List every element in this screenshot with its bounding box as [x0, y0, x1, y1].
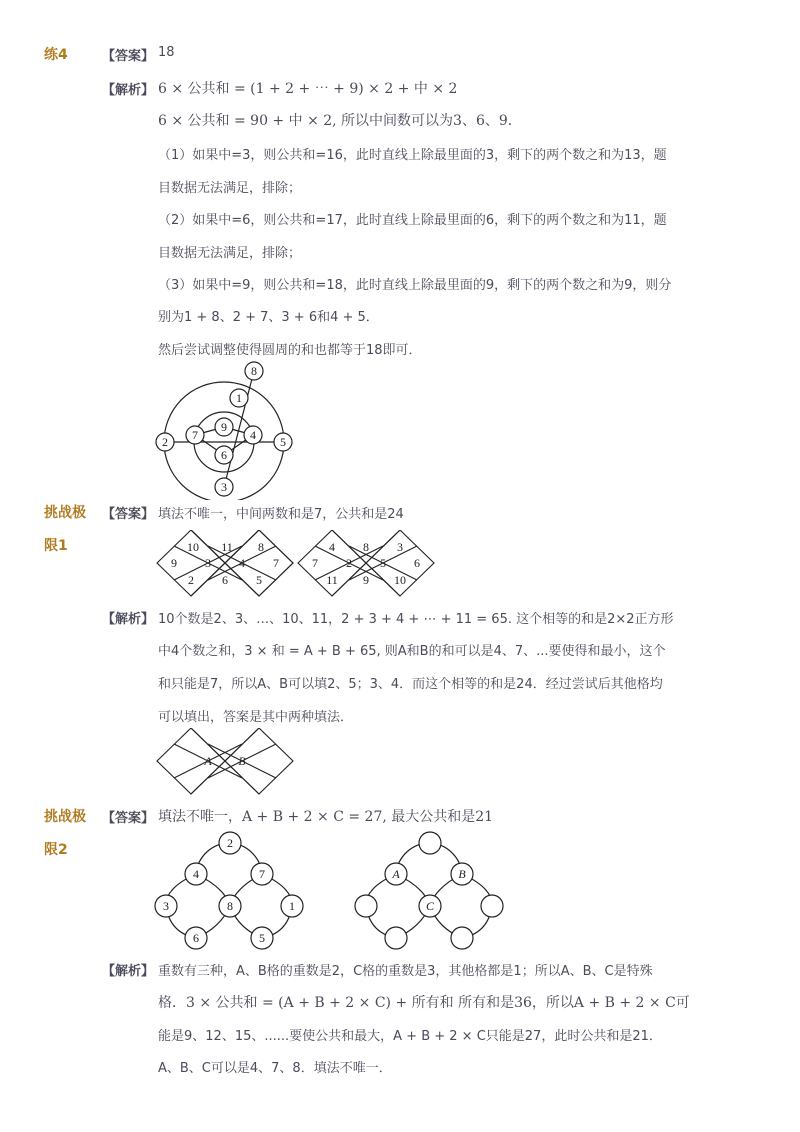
- circle-figure: [150, 360, 300, 500]
- node-label-c: C: [425, 899, 435, 913]
- analysis-tag: 【解析】: [102, 964, 155, 979]
- cell-value: 7: [312, 556, 318, 570]
- node-value: 4: [193, 867, 199, 881]
- answer-text: 填法不唯一，中间两数和是7，公共和是24: [158, 507, 404, 522]
- ring-figure-numbers: [150, 828, 310, 953]
- diamond-grid-1: [155, 530, 295, 600]
- analysis-line: 格．3 × 公共和 = (A + B + 2 × C) + 所有和 所有和是36，所以A + B + 2 × C可: [158, 995, 690, 1011]
- cell-value: 5: [380, 556, 386, 570]
- cell-value: 4: [239, 556, 245, 570]
- node-value: 4: [250, 428, 256, 442]
- analysis-line: （2）如果中=6，则公共和=17，此时直线上除最里面的6，剩下的两个数之和为11，题: [158, 213, 667, 228]
- analysis-tag: 【解析】: [102, 612, 155, 627]
- node-label-b: B: [458, 867, 466, 881]
- analysis-line: 能是9、12、15、......要使公共和最大，A + B + 2 × C只能是27，此时公共和是21．: [158, 1029, 662, 1044]
- analysis-line: 重数有三种，A、B格的重数是2，C格的重数是3，其他格都是1；所以A、B、C是特殊: [158, 964, 653, 979]
- node-value: 8: [227, 899, 233, 913]
- analysis-line: 然后尝试调整使得圆周的和也都等于18即可．: [158, 343, 422, 358]
- node-value: 8: [251, 364, 257, 378]
- node-value: 2: [162, 435, 168, 449]
- answer-tag: 【答案】: [102, 49, 155, 64]
- analysis-line: 别为1 + 8、2 + 7、3 + 6和4 + 5．: [158, 310, 379, 325]
- section-label-challenge2-cont: 限2: [44, 842, 68, 858]
- node-label-a: A: [392, 867, 400, 881]
- cell-value: 6: [222, 573, 228, 587]
- analysis-line: （1）如果中=3，则公共和=16，此时直线上除最里面的3，剩下的两个数之和为13，题: [158, 148, 667, 163]
- cell-value: 5: [256, 573, 262, 587]
- cell-value: 3: [205, 556, 211, 570]
- analysis-line: 可以填出，答案是其中两种填法．: [158, 710, 354, 725]
- analysis-line: （3）如果中=9，则公共和=18，此时直线上除最里面的9，剩下的两个数之和为9，则分: [158, 278, 672, 293]
- node-value: 7: [259, 867, 265, 881]
- analysis-line: 10个数是2、3、…、10、11，2 + 3 + 4 + ⋯ + 11 = 65. 这个相等的和是2×2正方形: [158, 612, 674, 627]
- cell-value: 6: [414, 556, 420, 570]
- cell-value: 8: [258, 540, 264, 554]
- cell-value: 2: [188, 573, 194, 587]
- cell-value: 10: [394, 573, 406, 587]
- cell-value: 2: [346, 556, 352, 570]
- analysis-line: 目数据无法满足，排除；: [158, 181, 302, 196]
- cell-label-a: A: [204, 754, 212, 768]
- node-value: 5: [280, 435, 286, 449]
- cell-value: 10: [187, 540, 199, 554]
- ring-figure-letters: [350, 828, 510, 953]
- analysis-line: 6 × 公共和 = (1 + 2 + ⋯ + 9) × 2 + 中 × 2: [158, 81, 458, 97]
- cell-value: 9: [171, 556, 177, 570]
- node-value: 9: [221, 420, 227, 434]
- analysis-line: 中4个数之和，3 × 和 = A + B + 65, 则A和B的和可以是4、7、...要使得和最小，这个: [158, 644, 666, 659]
- section-label-challenge1: 挑战极: [44, 505, 86, 521]
- node-value: 2: [227, 836, 233, 850]
- node-value: 3: [163, 899, 169, 913]
- node-value: 1: [236, 391, 242, 405]
- cell-value: 3: [397, 540, 403, 554]
- section-label-challenge1-cont: 限1: [44, 538, 68, 554]
- analysis-line: 目数据无法满足，排除；: [158, 246, 302, 261]
- node-value: 5: [259, 931, 265, 945]
- cell-value: 11: [326, 573, 338, 587]
- analysis-line: A、B、C可以是4、7、8．填法不唯一．: [158, 1061, 392, 1076]
- answer-text: 18: [158, 45, 175, 60]
- node-value: 6: [193, 931, 199, 945]
- cell-value: 4: [329, 540, 335, 554]
- analysis-tag: 【解析】: [102, 83, 155, 98]
- analysis-line: 6 × 公共和 = 90 + 中 × 2, 所以中间数可以为3、6、9．: [158, 113, 522, 129]
- node-value: 3: [221, 480, 227, 494]
- cell-value: 8: [363, 540, 369, 554]
- cell-value: 7: [273, 556, 279, 570]
- analysis-line: 和只能是7，所以A、B可以填2、5；3、4．而这个相等的和是24．经过尝试后其他格均: [158, 677, 663, 692]
- cell-label-b: B: [238, 754, 246, 768]
- node-value: 7: [192, 428, 198, 442]
- section-label-lian4: 练4: [44, 47, 68, 63]
- diamond-grid-2: [296, 530, 436, 600]
- answer-text: 填法不唯一，A + B + 2 × C = 27, 最大公共和是21: [158, 809, 494, 825]
- answer-tag: 【答案】: [102, 811, 155, 826]
- cell-value: 9: [363, 573, 369, 587]
- node-value: 1: [289, 899, 295, 913]
- section-label-challenge2: 挑战极: [44, 809, 86, 825]
- node-value: 6: [221, 448, 227, 462]
- answer-tag: 【答案】: [102, 507, 155, 522]
- cell-value: 11: [221, 540, 233, 554]
- diamond-grid-ab: [155, 728, 295, 798]
